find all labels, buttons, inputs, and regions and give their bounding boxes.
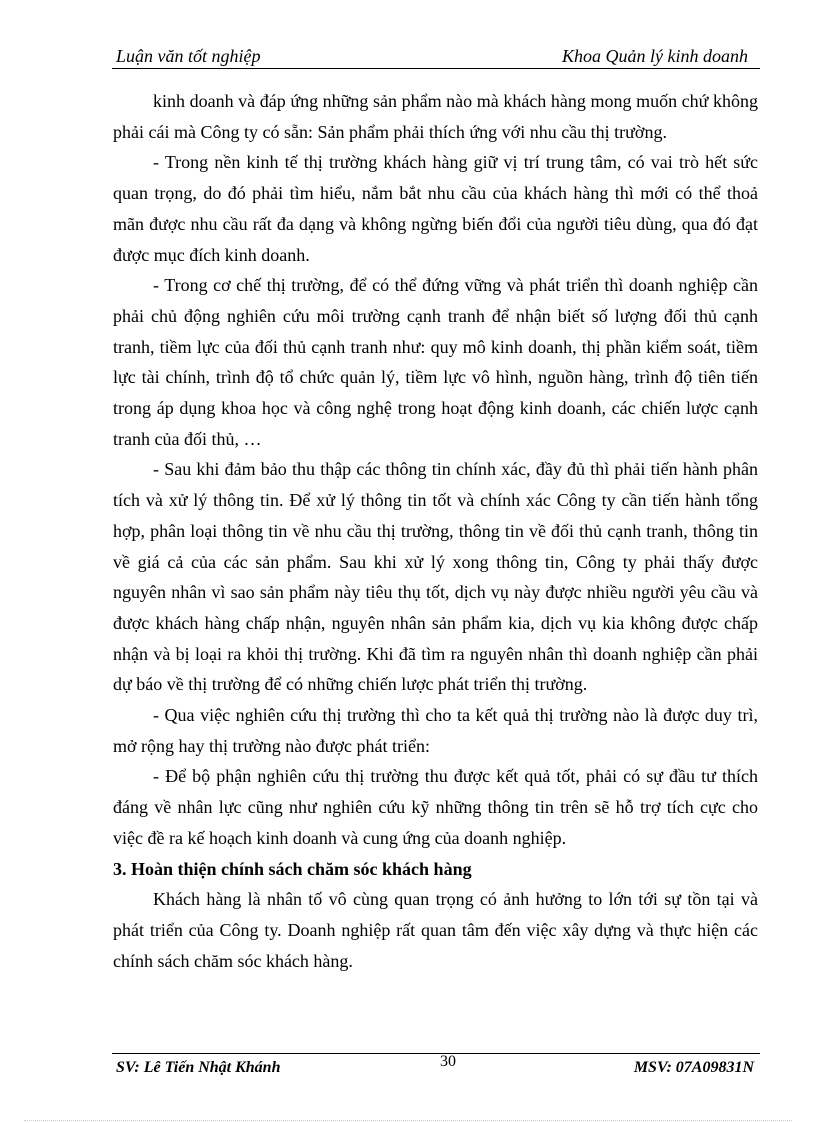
paragraph-competition-research: - Trong cơ chế thị trường, để có thể đứng vững và phát triển thì doanh nghiệp cần phải chủ động nghiên cứu môi trường cạnh tranh để nhận biết số lượng đối thủ cạnh tranh, tiềm lực của đối thủ cạnh tranh như: quy mô kinh doanh, thị phần kiểm soát, tiềm lực tài chính, trình độ tổ chức quản lý, tiềm lực vô hình, nguồn hàng, trình độ tiên tiến trong áp dụng khoa học và công nghệ trong hoạt động kinh doanh, các chiến lược cạnh tranh của đối thủ, …	[113, 275, 758, 449]
paragraph-market-results: - Qua việc nghiên cứu thị trường thì cho ta kết quả thị trường nào là được duy trì, mở rộng hay thị trường nào được phát triển:	[113, 705, 758, 756]
paragraph-market-investment: - Để bộ phận nghiên cứu thị trường thu được kết quả tốt, phải có sự đầu tư thích đáng về nhân lực cũng như nghiên cứu kỹ những thông tin trên sẽ hỗ trợ tích cực cho việc đề ra kế hoạch kinh doanh và cung ứng của doanh nghiệp.	[113, 766, 758, 848]
footer-student-name: SV: Lê Tiến Nhật Khánh	[116, 1059, 281, 1076]
section-paragraph: Khách hàng là nhân tố vô cùng quan trọng có ảnh hưởng to lớn tới sự tồn tại và phát triển của Công ty. Doanh nghiệp rất quan tâm đến việc xây dựng và thực hiện các chính sách chăm sóc khách hàng.	[113, 889, 758, 971]
header-thesis-title: Luận văn tốt nghiệp	[116, 46, 261, 66]
header-faculty: Khoa Quản lý kinh doanh	[562, 46, 748, 66]
section-heading: 3. Hoàn thiện chính sách chăm sóc khách hàng	[113, 858, 472, 879]
page-number: 30	[440, 1053, 456, 1070]
bottom-dotted-divider	[24, 1120, 792, 1121]
page-header	[112, 44, 760, 69]
paragraph-customer-center: - Trong nền kinh tế thị trường khách hàng giữ vị trí trung tâm, có vai trò hết sức quan trọng, do đó phải tìm hiểu, nắm bắt nhu cầu của khách hàng thì mới có thể thoả mãn được nhu cầu rất đa dạng và không ngừng biến đổi của người tiêu dùng, qua đó đạt được mục đích kinh doanh.	[113, 152, 758, 265]
paragraph-information-analysis: - Sau khi đảm bảo thu thập các thông tin chính xác, đầy đủ thì phải tiến hành phân tích và xử lý thông tin. Để xử lý thông tin tốt và chính xác Công ty cần tiến hành tổng hợp, phân loại thông tin về nhu cầu thị trường, thông tin về đối thủ cạnh tranh, thông tin về giá cả của các sản phẩm. Sau khi xử lý xong thông tin, Công ty phải thấy được nguyên nhân vì sao sản phẩm này tiêu thụ tốt, dịch vụ này được nhiều người yêu cầu và được khách hàng chấp nhận, nguyên nhân sản phẩm kia, dịch vụ kia không được chấp nhận và bị loại ra khỏi thị trường. Khi đã tìm ra nguyên nhân thì doanh nghiệp cần phải dự báo về thị trường để có những chiến lược phát triển thị trường.	[113, 459, 758, 695]
footer-student-id: MSV: 07A09831N	[633, 1059, 754, 1076]
body-text	[113, 86, 758, 976]
paragraph-continuation: kinh doanh và đáp ứng những sản phẩm nào mà khách hàng mong muốn chứ không phải cái mà Công ty có sẵn: Sản phẩm phải thích ứng với nhu cầu thị trường.	[113, 91, 758, 142]
page-footer	[112, 1053, 760, 1080]
